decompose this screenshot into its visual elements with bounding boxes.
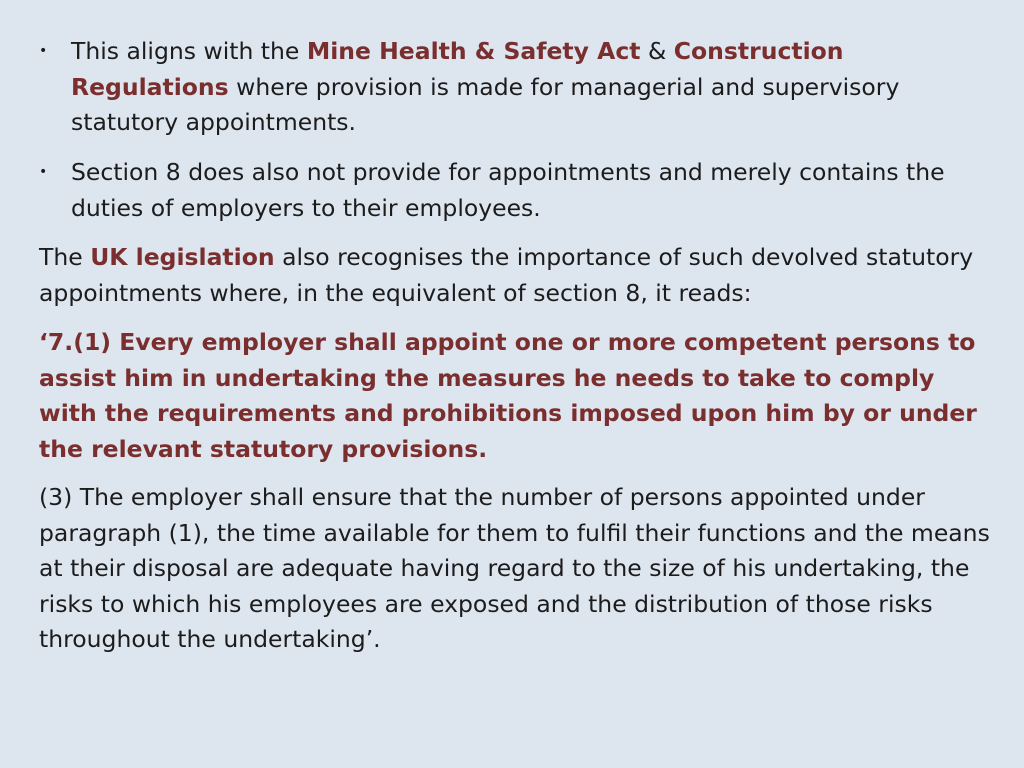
uk-legislation-paragraph	[39, 240, 999, 311]
mine-health-safety-act-highlight: Mine Health & Safety Act	[306, 37, 641, 65]
bullet-1-text-c: where provision is made for managerial and supervisory statutory appointments.	[71, 72, 900, 136]
bullet-item-2	[39, 155, 999, 226]
statutory-quote: ‘7.(1) Every employer shall appoint one or more competent persons to assist him in undertaking the measures he needs to take to comply with the requirements and prohibitions imposed upon him by or under the relevant statutory provisions.	[39, 328, 977, 463]
bullet-text-1	[71, 34, 999, 141]
bullet-1-text-b: &	[640, 37, 674, 65]
bullet-1-text-a: This aligns with the	[71, 37, 307, 65]
uk-text-b: also recognises the importance of such devolved statutory appointments where, in the equivalent of section 8, it reads:	[39, 243, 974, 307]
bullet-icon: •	[39, 43, 48, 59]
uk-text-a: The	[39, 243, 91, 271]
construction-regulations-highlight: Construction Regulations	[71, 37, 844, 101]
bullet-text-2: Section 8 does also not provide for appointments and merely contains the duties of employers to their employees.	[71, 158, 945, 222]
bullet-item-1	[39, 34, 999, 141]
paragraph-3: (3) The employer shall ensure that the number of persons appointed under paragraph (1), the time available for them to fulfil their functions and the means at their disposal are adequate having regard to the size of his undertaking, the risks to which his employees are exposed and the distribution of those risks throughout the undertaking’.	[39, 483, 990, 653]
bullet-icon: •	[39, 164, 48, 180]
uk-legislation-highlight: UK legislation	[90, 243, 275, 271]
